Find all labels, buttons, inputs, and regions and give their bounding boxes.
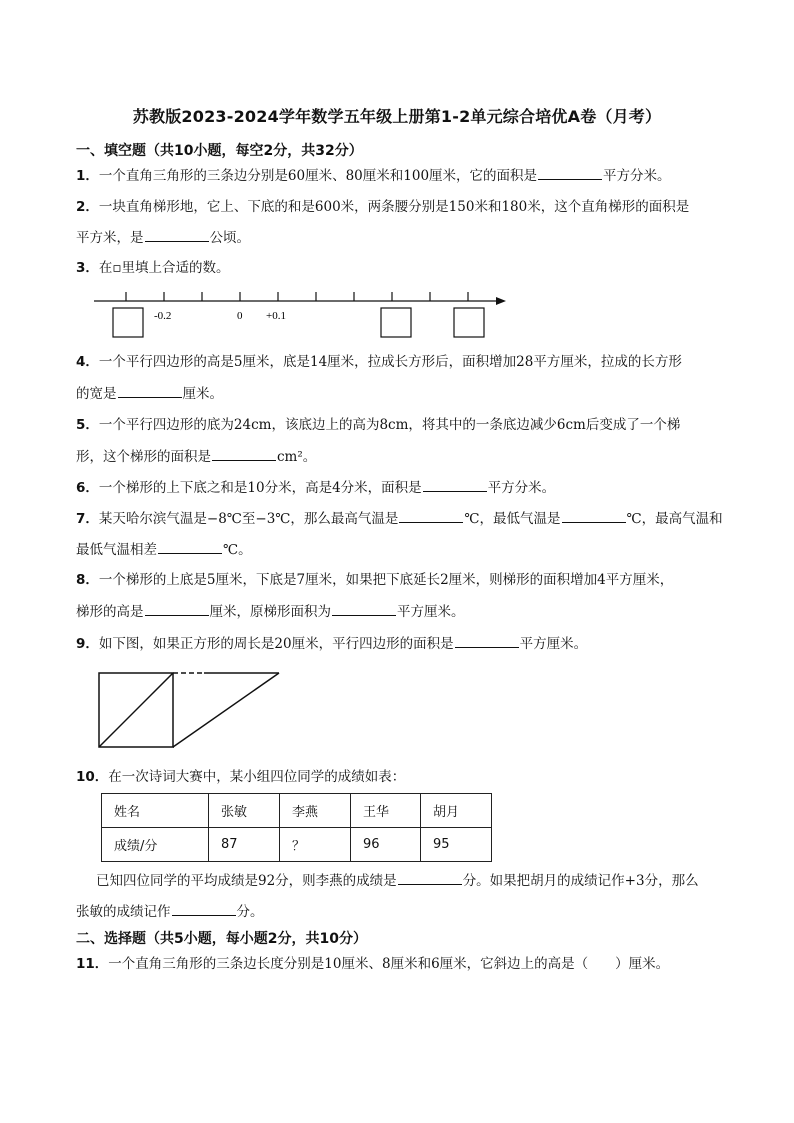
question-7-continued <box>76 539 252 560</box>
question-text: 的宽是 <box>76 386 117 402</box>
table-cell: 张敏 <box>209 794 280 828</box>
question-text: 平方厘米。 <box>397 604 465 620</box>
table-cell: 87 <box>209 828 280 862</box>
question-text: ℃，最低气温是 <box>464 511 561 527</box>
answer-box[interactable] <box>381 308 411 337</box>
table-cell: 96 <box>351 828 421 862</box>
question-text: 某天哈尔滨气温是−8℃至−3℃，那么最高气温是 <box>98 511 399 527</box>
question-text: 公顷。 <box>209 230 250 246</box>
table-cell: 姓名 <box>102 794 209 828</box>
question-3 <box>76 258 230 278</box>
table-cell: 李燕 <box>280 794 351 828</box>
question-text: 如下图，如果正方形的周长是20厘米，平行四边形的面积是 <box>98 636 454 652</box>
question-10-continued <box>96 870 699 891</box>
question-text: 一个梯形的上底是5厘米，下底是7厘米，如果把下底延长2厘米，则梯形的面积增加4平方厘米， <box>98 572 674 588</box>
question-text: 张敏的成绩记作 <box>76 904 171 920</box>
question-text: 平方米，是 <box>76 230 144 246</box>
question-8 <box>76 570 673 590</box>
question-text: 形，这个梯形的面积是 <box>76 449 211 465</box>
question-text: 厘米。 <box>182 386 223 402</box>
tick-label: 0 <box>237 310 243 322</box>
question-text: 一个直角三角形的三条边分别是60厘米、80厘米和100厘米，它的面积是 <box>98 168 538 184</box>
question-number: 6． <box>76 480 99 496</box>
question-7 <box>76 508 723 529</box>
answer-blank[interactable] <box>423 477 487 492</box>
answer-box[interactable] <box>113 308 143 337</box>
question-text: 分。如果把胡月的成绩记作+3分，那么 <box>462 873 699 889</box>
answer-blank[interactable] <box>212 446 276 461</box>
number-line-ticks <box>126 292 468 301</box>
answer-blank[interactable] <box>118 383 182 398</box>
question-number: 7． <box>76 511 99 527</box>
question-number: 10． <box>76 769 109 785</box>
section-fill-blank-heading: 一、填空题（共10小题，每空2分，共32分） <box>76 143 363 159</box>
answer-blank[interactable] <box>332 601 396 616</box>
answer-blank[interactable] <box>538 165 602 180</box>
question-9 <box>76 633 587 654</box>
question-text: 平方分米。 <box>603 168 671 184</box>
question-text: cm²。 <box>277 449 317 465</box>
question-4-continued <box>76 383 223 404</box>
question-text: ℃。 <box>223 542 252 558</box>
tick-label: -0.2 <box>154 310 172 322</box>
answer-blank[interactable] <box>399 508 463 523</box>
question-number: 8． <box>76 572 99 588</box>
question-number: 2． <box>76 199 99 215</box>
question-text: 最低气温相差 <box>76 542 157 558</box>
question-text: ℃，最高气温和 <box>626 511 723 527</box>
square-parallelogram-figure <box>96 668 286 750</box>
question-number: 4． <box>76 354 99 370</box>
table-cell: 王华 <box>351 794 421 828</box>
question-text: 平方分米。 <box>487 480 556 496</box>
question-text: 在▫里填上合适的数。 <box>98 260 230 276</box>
table-row <box>102 828 492 862</box>
table-cell: 成绩/分 <box>102 828 209 862</box>
question-number: 11． <box>76 956 109 972</box>
question-text: 一个梯形的上下底之和是10分米，高是4分米，面积是 <box>98 480 422 496</box>
number-line-figure <box>90 288 510 342</box>
question-text: 一个平行四边形的高是5厘米，底是14厘米，拉成长方形后，面积增加28平方厘米，拉成的长方形 <box>98 354 682 370</box>
question-text: 厘米，原梯形面积为 <box>209 604 331 620</box>
number-line-arrow <box>496 297 506 305</box>
answer-blank[interactable] <box>145 227 209 242</box>
answer-blank[interactable] <box>145 601 209 616</box>
question-number: 3． <box>76 260 99 276</box>
score-table <box>101 793 492 862</box>
parallelogram-side <box>99 673 173 747</box>
answer-blank[interactable] <box>398 870 462 885</box>
question-text: 梯形的高是 <box>76 604 144 620</box>
question-2-continued <box>76 227 250 248</box>
table-cell: 胡月 <box>421 794 492 828</box>
answer-blank[interactable] <box>562 508 626 523</box>
parallelogram-side <box>173 673 279 747</box>
table-cell: 95 <box>421 828 492 862</box>
question-number: 9． <box>76 636 99 652</box>
question-text: 在一次诗词大赛中，某小组四位同学的成绩如表： <box>108 769 406 785</box>
question-8-continued <box>76 601 465 622</box>
table-header-row <box>102 794 492 828</box>
answer-box[interactable] <box>454 308 484 337</box>
tick-label: +0.1 <box>266 310 286 322</box>
question-2 <box>76 196 689 217</box>
question-text: 一块直角梯形地，它上、下底的和是600米，两条腰分别是150米和180米，这个直角梯形的面积是 <box>98 199 690 215</box>
question-text: 一个直角三角形的三条边长度分别是10厘米、8厘米和6厘米，它斜边上的高是（ ）厘米。 <box>108 956 670 972</box>
question-number: 5． <box>76 417 99 433</box>
page-title: 苏教版2023-2024学年数学五年级上册第1-2单元综合培优A卷（月考） <box>132 107 662 126</box>
question-text: 平方厘米。 <box>519 636 588 652</box>
question-text: 一个平行四边形的底为24cm，该底边上的高为8cm，将其中的一条底边减少6cm后变成了一个梯 <box>98 417 681 433</box>
section-multiple-choice-heading: 二、选择题（共5小题，每小题2分，共10分） <box>76 931 367 947</box>
question-10 <box>76 767 405 787</box>
table-cell: ？ <box>280 828 351 862</box>
question-11 <box>76 954 669 974</box>
answer-blank[interactable] <box>158 539 222 554</box>
question-6 <box>76 477 555 498</box>
question-4 <box>76 352 682 372</box>
question-text: 分。 <box>236 904 264 920</box>
question-10-continued-2 <box>76 901 264 922</box>
answer-blank[interactable] <box>172 901 236 916</box>
question-text: 已知四位同学的平均成绩是92分，则李燕的成绩是 <box>96 873 397 889</box>
question-number: 1． <box>76 168 99 184</box>
question-5-continued <box>76 446 316 467</box>
question-1 <box>76 165 671 186</box>
answer-blank[interactable] <box>455 633 519 648</box>
question-5 <box>76 415 680 435</box>
